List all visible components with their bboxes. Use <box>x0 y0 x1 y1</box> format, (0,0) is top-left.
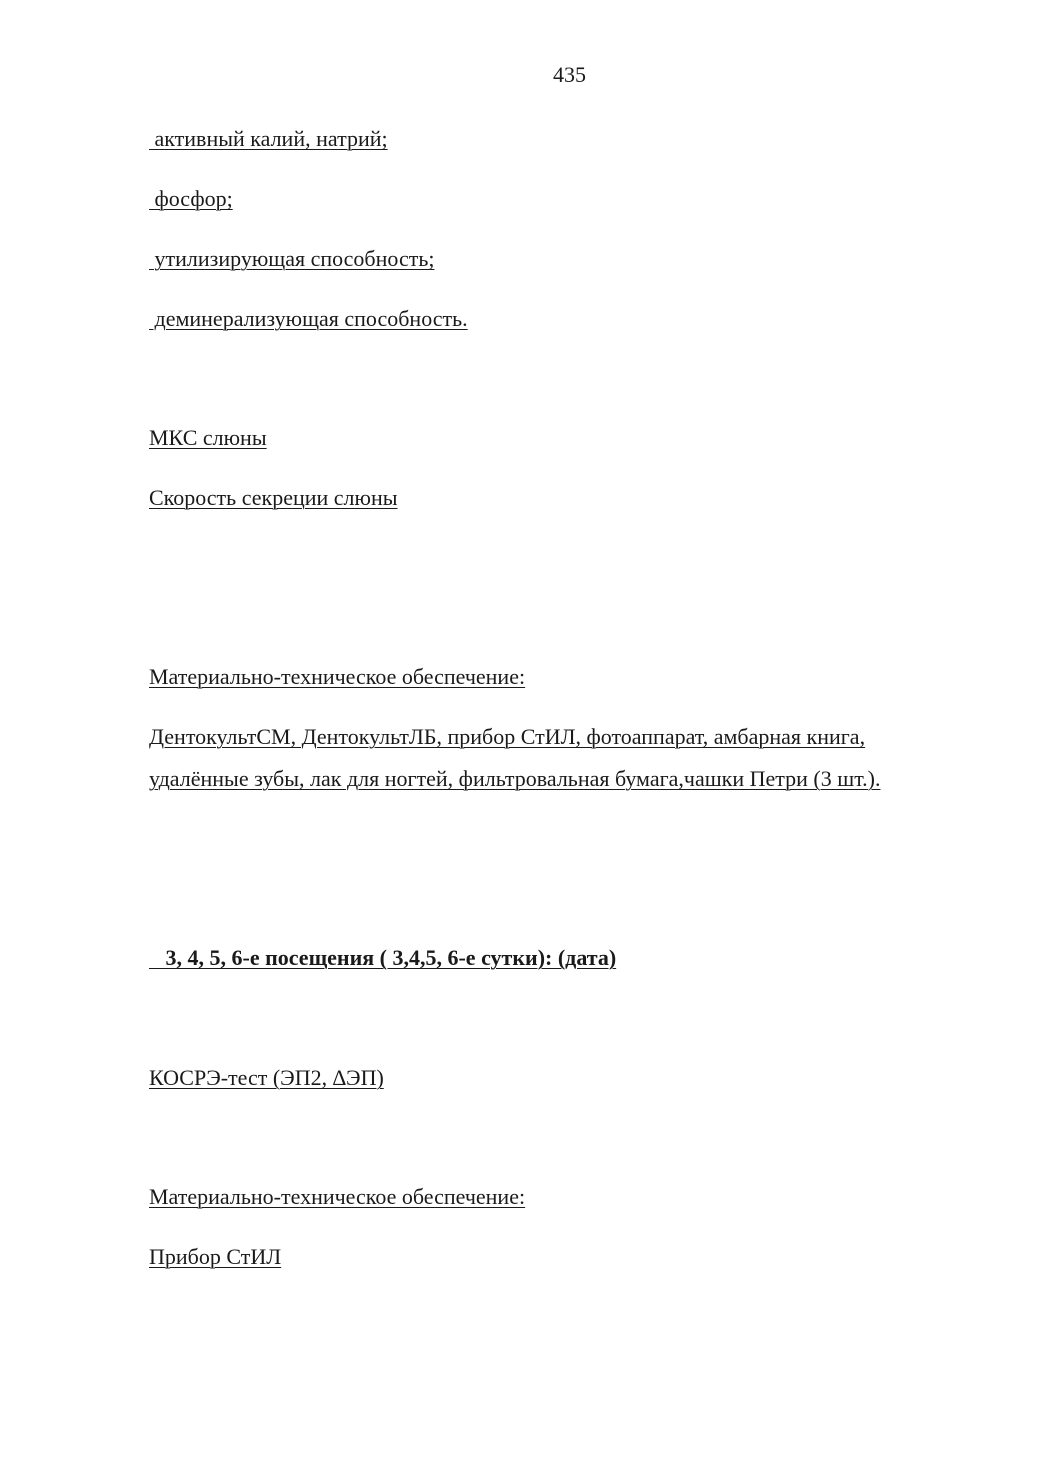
materials-heading-2: Материально-техническое обеспечение: <box>149 1184 526 1209</box>
list-item: деминерализующая способность. <box>149 306 468 331</box>
list-item: утилизирующая способность; <box>149 246 435 271</box>
materials-body-2: Прибор СтИЛ <box>149 1244 282 1269</box>
materials-heading: Материально-техническое обеспечение: <box>149 664 526 689</box>
saliva-secretion-rate-item: Скорость секреции слюны <box>149 485 398 510</box>
list-item: активный калий, натрий; <box>149 126 388 151</box>
list-item: фосфор; <box>149 186 233 211</box>
mks-saliva-item: МКС слюны <box>149 425 267 450</box>
materials-body-line: удалённые зубы, лак для ногтей, фильтровальная бумага,чашки Петри (3 шт.). <box>149 766 881 791</box>
kosre-test-line: КОСРЭ-тест (ЭП2, ∆ЭП) <box>149 1065 384 1090</box>
page-number: 435 <box>553 62 586 87</box>
materials-body-line: ДентокультСМ, ДентокультЛБ, прибор СтИЛ, фотоаппарат, амбарная книга, <box>149 724 866 749</box>
visit-heading: 3, 4, 5, 6-е посещения ( 3,4,5, 6-е сутки): (дата) <box>149 945 617 970</box>
